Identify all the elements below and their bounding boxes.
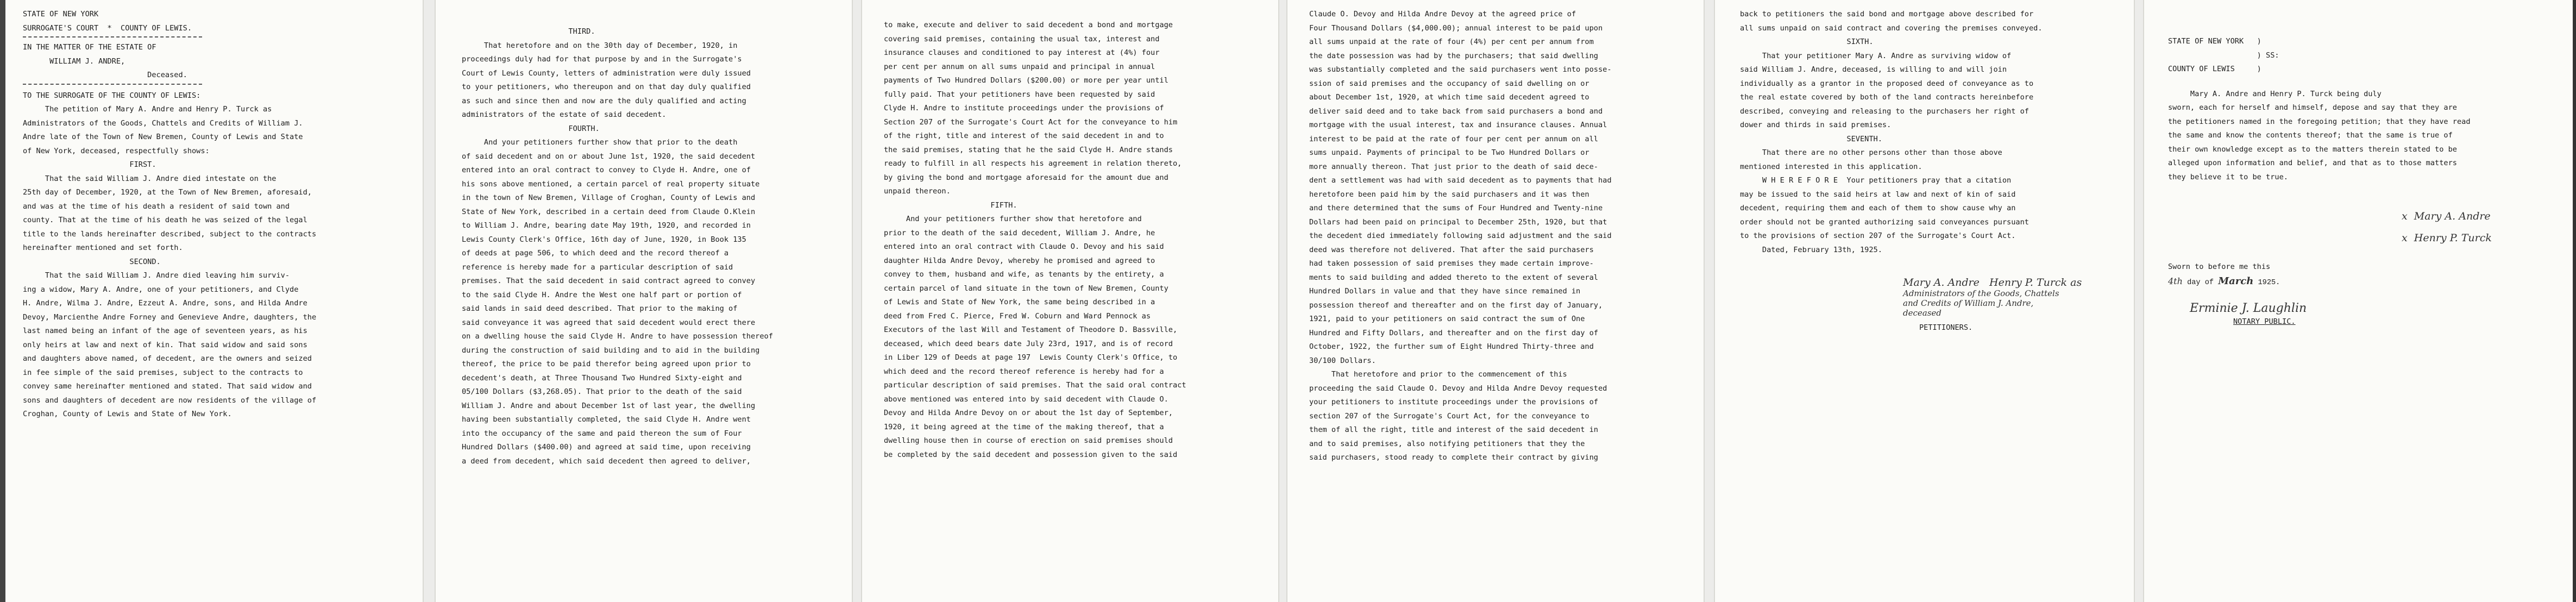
petitioners-label: PETITIONERS.	[1919, 323, 1973, 332]
petition-body	[23, 89, 407, 422]
text-line: Hundred Dollars ($400.00) and agreed at said time, upon receiving	[462, 443, 751, 451]
text-line: dent a settlement was had with said decedent as to payments that had	[1309, 176, 1612, 185]
text-line: be completed by the said decedent and possession given to the said	[884, 450, 1178, 459]
date-line: Dated, February 13th, 1925.	[1740, 245, 1882, 254]
page-1	[0, 0, 424, 602]
text-line: Court of Lewis County, letters of administration were duly issued	[462, 68, 751, 78]
text-line: covering said premises, containing the usual tax, interest and	[884, 34, 1160, 43]
text-line: the date possession was had by the purchasers; that said dwelling	[1309, 51, 1598, 60]
text-line: 30/100 Dollars.	[1309, 356, 1376, 365]
text-line: only heirs at law and next of kin. That said widow and said sons	[23, 340, 307, 349]
section-heading: SEVENTH.	[1740, 134, 1882, 143]
text-line: into the occupancy of the same and paid thereon the sum of Four	[462, 429, 742, 438]
page-3	[861, 0, 1279, 602]
text-line: all sums unpaid on said contract and covering the premises conveyed.	[1740, 23, 2043, 33]
text-line: ready to fulfill in all respects his agreement in relation thereto,	[884, 159, 1182, 168]
text-line: was substantially completed and the said purchasers went into posse-	[1309, 65, 1612, 74]
text-line: more annually thereon. That just prior to the death of said dece-	[1309, 162, 1598, 171]
text-line: to make, execute and deliver to said decedent a bond and mortgage	[884, 21, 1173, 29]
text-line: That the said William J. Andre died leaving him surviv-	[23, 271, 290, 280]
text-line: back to petitioners the said bond and mortgage above described for	[1740, 10, 2034, 18]
text-line: payments of Two Hundred Dollars ($200.00) or more per year until	[884, 76, 1168, 85]
text-line: That heretofore and prior to the commencement of this	[1309, 370, 1567, 379]
text-line: sums unpaid. Payments of principal to be Two Hundred Dollars or	[1309, 148, 1589, 157]
text-line: H. Andre, Wilma J. Andre, Ezzeut A. Andre, sons, and Hilda Andre	[23, 299, 307, 308]
affiant-signatures	[2402, 210, 2562, 244]
text-line: Devoy and Hilda Andre Devoy on or about the 1st day of September,	[884, 409, 1173, 417]
signature-line: Administrators of the Goods, Chattels	[1903, 289, 2059, 298]
text-line: of said decedent and on or about June 1st, 1920, the said decedent	[462, 152, 756, 161]
text-line: during the construction of said building and to aid in the building	[462, 346, 760, 355]
verification-line: alleged upon information and belief, and that as to those matters	[2168, 159, 2457, 167]
text-line: in the town of New Bremen, Village of Croghan, County of Lewis and	[462, 193, 756, 202]
text-line: the decedent died immediately following said adjustment and the said	[1309, 231, 1612, 240]
text-line: entered into an oral contract with Claude O. Devoy and his said	[884, 242, 1164, 251]
text-line: above mentioned was entered into by said decedent with Claude O.	[884, 394, 1168, 404]
text-line: Administrators of the Goods, Chattels and Credits of William J.	[23, 118, 303, 128]
text-line: 1921, paid to your petitioners on said contract the sum of One	[1309, 315, 1585, 323]
caption-line: STATE OF NEW YORK	[23, 10, 99, 18]
text-line: his sons above mentioned, a certain parcel of real property situate	[462, 179, 760, 189]
text-line: reference is hereby made for a particular description of said	[462, 262, 733, 272]
text-line: Executors of the last Will and Testament of Theodore D. Bassville,	[884, 325, 1178, 334]
caption-line: SURROGATE'S COURT * COUNTY OF LEWIS.	[23, 23, 192, 33]
text-line: had taken possession of said premises they made certain improve-	[1309, 259, 1594, 268]
text-line: section 207 of the Surrogate's Court Act, for the conveyance to	[1309, 411, 1589, 421]
text-line: having been substantially completed, the said Clyde H. Andre went	[462, 415, 751, 424]
text-line: entered into an oral contract to convey to Clyde H. Andre, one of	[462, 166, 751, 174]
text-line: to William J. Andre, bearing date May 19th, 1920, and recorded in	[462, 221, 751, 230]
text-line: all sums unpaid at the rate of four (4%) per cent per annum from	[1309, 37, 1594, 46]
caption-divider	[23, 84, 202, 85]
text-line: to the said Clyde H. Andre the West one half part or portion of	[462, 290, 742, 299]
text-line: of Lewis and State of New York, the same being described in a	[884, 298, 1155, 306]
text-line: particular description of said premises. That the said oral contract	[884, 381, 1186, 390]
jurat-day-of: day of	[2187, 278, 2214, 287]
text-line: county. That at the time of his death he was seized of the legal	[23, 216, 307, 224]
text-line: mortgage with the usual interest, tax and insurance clauses. Annual	[1309, 121, 1607, 129]
text-line: decedent's death, at Three Thousand Two Hundred Sixty-eight and	[462, 373, 742, 382]
text-line: said purchasers, stood ready to complete their contract by giving	[1309, 453, 1598, 462]
section-heading: FIRST.	[23, 160, 156, 169]
text-line: about December 1st, 1920, at which time said decedent agreed to	[1309, 93, 1589, 102]
text-line: said William J. Andre, deceased, is willing to and will join	[1740, 65, 2007, 74]
text-line: daughter Hilda Andre Devoy, whereby he promised and agreed to	[884, 256, 1155, 265]
text-line: Hundred Dollars in value and that they have since remained in	[1309, 287, 1581, 296]
verification-line: their own knowledge except as to the matters therein stated to be	[2168, 145, 2457, 154]
text-line: That the said William J. Andre died intestate on the	[23, 174, 277, 183]
text-line: to the provisions of section 207 of the Surrogate's Court Act.	[1740, 231, 2016, 240]
text-line: And your petitioners further show that heretofore and	[884, 215, 1142, 223]
jurat-year: 1925.	[2258, 278, 2280, 287]
page-4	[1286, 0, 1705, 602]
text-line: by giving the bond and mortgage aforesaid for the amount due and	[884, 173, 1168, 182]
text-line: described, conveying and releasing to the purchasers her right of	[1740, 106, 2029, 116]
caption-line: Deceased.	[23, 71, 187, 79]
text-line: Clyde H. Andre to institute proceedings under the provisions of	[884, 104, 1164, 112]
notary-label: NOTARY PUBLIC.	[2233, 317, 2296, 326]
text-line: decedent, requiring them and each of them to show cause why an	[1740, 204, 2016, 212]
text-line: That there are no other persons other than those above	[1740, 148, 2002, 157]
text-line: and to said premises, also notifying petitioners that they the	[1309, 439, 1585, 448]
text-line: sons and daughters of decedent are now residents of the village of	[23, 396, 317, 405]
caption-line: IN THE MATTER OF THE ESTATE OF	[23, 43, 156, 52]
verification-line: sworn, each for herself and himself, depose and say that they are	[2168, 103, 2457, 112]
text-line: ssion of said premises and the occupancy of said dwelling on or	[1309, 79, 1589, 88]
text-line: Section 207 of the Surrogate's Court Act for the conveyance to him	[884, 117, 1178, 127]
verification-line: the same and know the contents thereof; that the same is true of	[2168, 131, 2453, 140]
text-line: of deeds at page 506, to which deed and the record thereof a	[462, 249, 729, 258]
text-line: ing a widow, Mary A. Andre, one of your petitioners, and Clyde	[23, 285, 299, 294]
text-line: and there determined that the sums of Four Hundred and Twenty-nine	[1309, 204, 1603, 212]
text-line: deliver said deed and to take back from said purchasers a bond and	[1309, 106, 1603, 116]
text-line: 1920, it being agreed at the time of the making thereof, that a	[884, 422, 1164, 431]
text-line: proceeding the said Claude O. Devoy and Hilda Andre Devoy requested	[1309, 384, 1607, 393]
verification-line: they believe it to be true.	[2168, 172, 2288, 181]
text-line: October, 1922, the further sum of Eight Hundred Thirty-three and	[1309, 342, 1594, 351]
jurat-line: Sworn to before me this	[2168, 262, 2271, 271]
text-line: certain parcel of land situate in the town of New Bremen, County	[884, 284, 1168, 293]
text-line: as such and since then and now are the duly qualified and acting	[462, 96, 746, 105]
signature-mary-andre: x Mary A. Andre	[2402, 210, 2491, 222]
page-2	[435, 0, 853, 602]
text-line: ments to said building and added thereto to the extent of several	[1309, 273, 1598, 282]
text-line: may be issued to the said heirs at law and next of kin of said	[1740, 190, 2016, 199]
text-line: to your petitioners, who thereupon and on that day duly qualified	[462, 83, 751, 91]
section-heading: FOURTH.	[462, 124, 600, 133]
page-6	[2143, 0, 2576, 602]
venue-line: STATE OF NEW YORK )	[2168, 37, 2261, 46]
text-line: deed was therefore not delivered. That after the said purchasers	[1309, 245, 1594, 254]
text-line: which deed and the record thereof reference is hereby had for a	[884, 367, 1164, 376]
verification-line: Mary A. Andre and Henry P. Turck being duly	[2168, 89, 2382, 98]
text-line: W H E R E F O R E Your petitioners pray that a citation	[1740, 176, 2012, 185]
text-line: heretofore been paid him by the said purchasers and it was then	[1309, 190, 1589, 199]
text-line: deceased, which deed bears date July 23rd, 1917, and is of record	[884, 339, 1173, 348]
text-line: the real estate covered by both of the land contracts hereinbefore	[1740, 93, 2034, 102]
text-line: hereinafter mentioned and set forth.	[23, 243, 183, 252]
caption-divider	[23, 36, 202, 37]
text-line: unpaid thereon.	[884, 187, 951, 196]
petitioners-signature	[1903, 277, 2120, 318]
text-line: Dollars had been paid on principal to December 25th, 1920, but that	[1309, 217, 1607, 227]
signature-line: deceased	[1903, 308, 1942, 318]
section-heading: THIRD.	[462, 27, 595, 36]
text-line: in Liber 129 of Deeds at page 197 Lewis County Clerk's Office, to	[884, 353, 1178, 362]
text-line: deed from Fred C. Pierce, Fred W. Coburn and Ward Pennock as	[884, 311, 1151, 321]
text-line: convey same hereinafter mentioned and stated. That said widow and	[23, 382, 312, 391]
text-line: prior to the death of the said decedent, William J. Andre, he	[884, 228, 1155, 237]
text-line: fully paid. That your petitioners have been requested by said	[884, 90, 1155, 99]
text-line: a deed from decedent, which said decedent then agreed to deliver,	[462, 456, 751, 466]
text-line: And your petitioners further show that prior to the death	[462, 138, 738, 147]
text-line: the said premises, stating that he the said Clyde H. Andre stands	[884, 145, 1173, 154]
page-5	[1714, 0, 2135, 602]
text-line: dwelling house then in course of erection on said premises should	[884, 436, 1173, 445]
text-line: Lewis County Clerk's Office, 16th day of June, 1920, in Book 135	[462, 235, 746, 244]
caption-line: WILLIAM J. ANDRE,	[23, 57, 125, 66]
text-line: proceedings duly had for that purpose by and in the Surrogate's	[462, 55, 742, 64]
text-line: Andre late of the Town of New Bremen, County of Lewis and State	[23, 133, 303, 141]
text-line: That heretofore and on the 30th day of December, 1920, in	[462, 41, 738, 50]
text-line: premises. That the said decedent in said contract agreed to convey	[462, 277, 756, 285]
text-line: last named being an infant of the age of seventeen years, as his	[23, 327, 307, 335]
text-line: interest to be paid at the rate of four per cent per annum on all	[1309, 134, 1598, 143]
text-line: and was at the time of his death a resident of said town and	[23, 202, 290, 211]
text-line: 05/100 Dollars ($3,268.05). That prior to the death of the said	[462, 387, 742, 396]
jurat	[2168, 260, 2562, 329]
text-line: Hundred and Fifty Dollars, and thereafter and on the first day of	[1309, 328, 1598, 337]
text-line: per cent per annum on all sums unpaid and principal in annual	[884, 62, 1155, 71]
case-caption	[23, 8, 407, 85]
signature-line: Mary A. Andre Henry P. Turck as	[1903, 277, 2082, 289]
section-heading: SIXTH.	[1740, 37, 1874, 46]
text-line: your petitioners to institute proceedings under the provisions of	[1309, 398, 1598, 406]
text-line: said conveyance it was agreed that said decedent would erect there	[462, 318, 756, 327]
text-line: of the right, title and interest of the said decedent in and to	[884, 131, 1164, 140]
notary-signature: Erminie J. Laughlin	[2190, 302, 2307, 315]
text-line: Devoy, Marcienthe Andre Forney and Genevieve Andre, daughters, the	[23, 312, 317, 322]
text-line: individually as a grantor in the proposed deed of conveyance as to	[1740, 79, 2034, 88]
jurat-day: 4th	[2168, 275, 2183, 286]
text-line: Four Thousand Dollars ($4,000.00); annual interest to be paid upon	[1309, 23, 1603, 33]
text-line: Claude O. Devoy and Hilda Andre Devoy at the agreed price of	[1309, 10, 1576, 18]
text-line: them of all the right, title and interest of the said decedent in	[1309, 425, 1598, 434]
text-line: on a dwelling house the said Clyde H. Andre to have possession thereof	[462, 332, 773, 341]
text-line: administrators of the estate of said decedent.	[462, 110, 667, 119]
verification-line: the petitioners named in the foregoing petition; that they have read	[2168, 117, 2471, 126]
text-line: said lands in said deed described. That prior to the making of	[462, 304, 738, 313]
text-line: TO THE SURROGATE OF THE COUNTY OF LEWIS:	[23, 91, 201, 100]
text-line: The petition of Mary A. Andre and Henry P. Turck as	[23, 105, 272, 114]
text-line: in fee simple of the said premises, subject to the contracts to	[23, 368, 303, 377]
jurat-date	[2168, 274, 2562, 290]
text-line: title to the lands hereinafter described, subject to the contracts	[23, 229, 317, 239]
text-line: convey to them, husband and wife, as tenants by the entirety, a	[884, 270, 1164, 279]
section-heading: FIFTH.	[884, 200, 1017, 210]
text-line: State of New York, described in a certain deed from Claude O.Klein	[462, 207, 756, 216]
text-line: 25th day of December, 1920, at the Town of New Bremen, aforesaid,	[23, 188, 312, 197]
text-line: thereof, the price to be paid therefor being agreed upon prior to	[462, 360, 751, 368]
venue-line: ) SS:	[2168, 51, 2279, 60]
text-line: dower and thirds in said premises.	[1740, 121, 1892, 129]
text-line: Croghan, County of Lewis and State of New York.	[23, 410, 232, 418]
venue-line: COUNTY OF LEWIS )	[2168, 65, 2261, 73]
text-line: That your petitioner Mary A. Andre as surviving widow of	[1740, 51, 2012, 60]
text-line: order should not be granted authorizing said conveyances pursuant	[1740, 217, 2029, 227]
text-line: insurance clauses and conditioned to pay interest at (4%) four	[884, 48, 1160, 57]
text-line: and daughters above named, of decedent, are the owners and seized	[23, 354, 312, 363]
text-line: possession thereof and thereafter and on the first day of January,	[1309, 300, 1603, 310]
text-line: mentioned interested in this application.	[1740, 162, 1922, 171]
text-line: of New York, deceased, respectfully shows:	[23, 146, 210, 155]
text-line: William J. Andre and about December 1st of last year, the dwelling	[462, 401, 756, 410]
signature-henry-turck: x Henry P. Turck	[2402, 232, 2492, 244]
jurat-month: March	[2218, 275, 2254, 287]
signature-line: and Credits of William J. Andre,	[1903, 298, 2034, 308]
section-heading: SECOND.	[23, 257, 161, 266]
